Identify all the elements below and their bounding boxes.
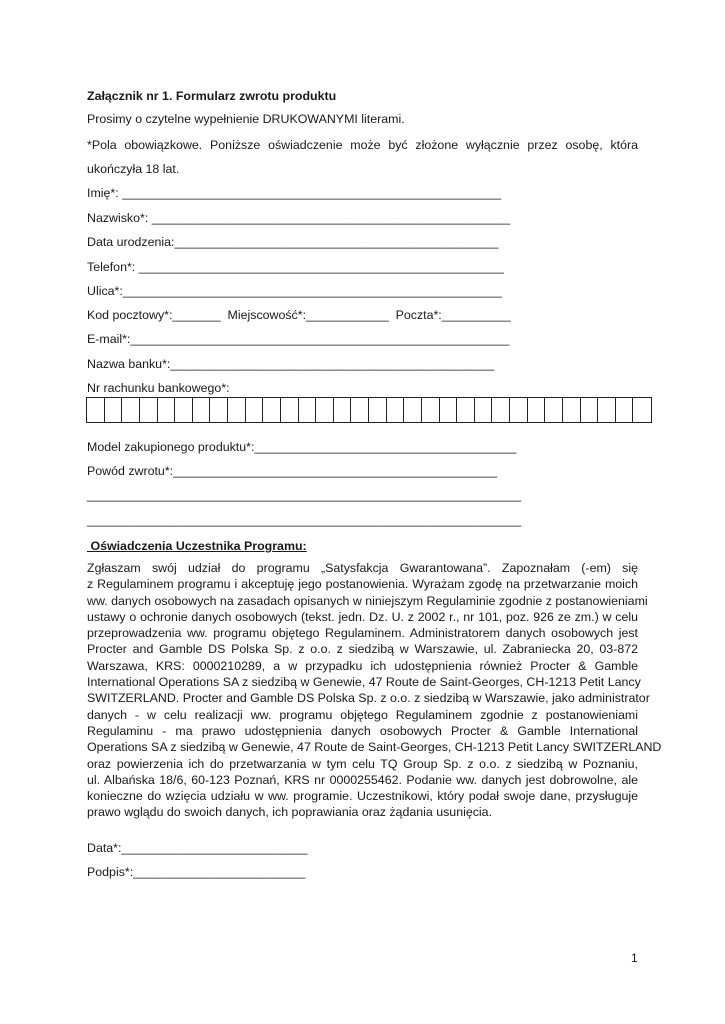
account-digit-cell[interactable] bbox=[369, 398, 387, 422]
account-digit-cell[interactable] bbox=[316, 398, 334, 422]
account-digit-cell[interactable] bbox=[351, 398, 369, 422]
birth-date-field[interactable]: Data urodzenia:_______________________________________________ bbox=[87, 235, 499, 249]
instruction-text: Prosimy o czytelne wypełnienie DRUKOWANYMI literami. bbox=[87, 112, 405, 126]
declaration-line: Procter and Gamble DS Polska Sp. z o.o. z siedzibą w Warszawie, ul. Zabraniecka 20, 03-872 bbox=[87, 642, 638, 657]
signature-field[interactable]: Podpis*:_________________________ bbox=[87, 865, 306, 879]
account-digit-cell[interactable] bbox=[228, 398, 246, 422]
declaration-line: przeprowadzenia ww. programu objętego Regulaminem. Administratorem danych osobowych jest bbox=[87, 626, 638, 641]
account-digit-cell[interactable] bbox=[281, 398, 299, 422]
declaration-paragraph bbox=[87, 560, 662, 821]
last-name-field[interactable]: Nazwisko*: ____________________________________________________ bbox=[87, 211, 511, 225]
account-digit-cell[interactable] bbox=[545, 398, 563, 422]
account-digit-cell[interactable] bbox=[299, 398, 317, 422]
declaration-line: oraz powierzenia ich do przetwarzania w tym celu TQ Group Sp. z o.o. z siedzibą w Poznaniu, bbox=[87, 756, 638, 771]
account-digit-cell[interactable] bbox=[334, 398, 352, 422]
declaration-line: SWITZERLAND. Procter and Gamble DS Polska Sp. z o.o. z siedzibą w Warszawie, jako administrator bbox=[87, 691, 650, 706]
account-digit-cell[interactable] bbox=[158, 398, 176, 422]
account-digit-cell[interactable] bbox=[105, 398, 123, 422]
declaration-line: z Regulaminem programu i akceptuję jego postanowienia. Wyrażam zgodę na przetwarzanie moich bbox=[87, 577, 638, 592]
declaration-line: Zgłaszam swój udział do programu „Satysfakcja Gwarantowana”. Zapoznałam (-em) się bbox=[87, 561, 638, 575]
declaration-line: konieczne do wzięcia udziału w ww. programie. Uczestnikowi, który podał swoje dane, przysługuje bbox=[87, 789, 638, 804]
first-name-field[interactable]: Imię*: _______________________________________________________ bbox=[87, 186, 502, 200]
reason-extra-line-2[interactable]: _______________________________________________________________ bbox=[87, 513, 522, 527]
account-digit-cell[interactable] bbox=[440, 398, 458, 422]
account-digit-cell[interactable] bbox=[263, 398, 281, 422]
account-digit-cell[interactable] bbox=[387, 398, 405, 422]
account-digit-cell[interactable] bbox=[246, 398, 264, 422]
date-field[interactable]: Data*:___________________________ bbox=[87, 841, 308, 855]
account-digit-cell[interactable] bbox=[457, 398, 475, 422]
declaration-line: Operations SA z siedzibą w Genewie, 47 Route de Saint-Georges, CH-1213 Petit Lancy SWITZERLAND bbox=[87, 740, 662, 755]
account-digit-cell[interactable] bbox=[193, 398, 211, 422]
street-field[interactable]: Ulica*:_______________________________________________________ bbox=[87, 284, 502, 298]
account-digit-cell[interactable] bbox=[510, 398, 528, 422]
account-digit-cell[interactable] bbox=[140, 398, 158, 422]
account-number-label: Nr rachunku bankowego*: bbox=[87, 381, 230, 395]
account-digit-cell[interactable] bbox=[210, 398, 228, 422]
reason-extra-line-1[interactable]: _______________________________________________________________ bbox=[87, 488, 522, 502]
required-note-line-2: ukończyła 18 lat. bbox=[87, 162, 180, 176]
return-reason-field[interactable]: Powód zwrotu*:_______________________________________________ bbox=[87, 464, 497, 478]
declaration-line: Regulaminu - ma prawo udostępnienia danych osobowych Procter & Gamble International bbox=[87, 723, 638, 738]
declaration-line: danych - w celu realizacji ww. programu objętego Regulaminem zgodnie z postanowieniami bbox=[87, 707, 638, 722]
postal-city-line[interactable]: Kod pocztowy*:_______ Miejscowość*:____________ Poczta*:__________ bbox=[87, 308, 511, 322]
account-digit-cell[interactable] bbox=[175, 398, 193, 422]
product-model-field[interactable]: Model zakupionego produktu*:______________________________________ bbox=[87, 440, 517, 454]
email-field[interactable]: E-mail*:_______________________________________________________ bbox=[87, 332, 510, 346]
account-digit-cell[interactable] bbox=[581, 398, 599, 422]
required-note-line-1: *Pola obowiązkowe. Poniższe oświadczenie może być złożone wyłącznie przez osobę, która bbox=[87, 138, 638, 152]
account-digit-cell[interactable] bbox=[633, 398, 651, 422]
phone-field[interactable]: Telefon*: _____________________________________________________ bbox=[87, 260, 504, 274]
account-digit-cell[interactable] bbox=[492, 398, 510, 422]
account-digit-cell[interactable] bbox=[122, 398, 140, 422]
account-digit-cell[interactable] bbox=[422, 398, 440, 422]
bank-name-field[interactable]: Nazwa banku*:_______________________________________________ bbox=[87, 357, 495, 371]
account-number-grid[interactable] bbox=[86, 397, 652, 423]
account-digit-cell[interactable] bbox=[598, 398, 616, 422]
account-digit-cell[interactable] bbox=[616, 398, 634, 422]
declaration-line: prawo wglądu do swoich danych, ich poprawiania oraz żądania usunięcia. bbox=[87, 805, 493, 820]
declaration-line: International Operations SA z siedzibą w Genewie, 47 Route de Saint-Georges, CH-1213 Petit Lancy bbox=[87, 675, 641, 690]
declaration-line: ustawy o ochronie danych osobowych (tekst. jedn. Dz. U. z 2002 r., nr 101, poz. 926 ze zm.) w celu bbox=[87, 609, 638, 624]
declaration-line: Warszawa, KRS: 0000210289, a w przypadku ich udostępnienia również Procter & Gamble bbox=[87, 658, 638, 673]
declaration-line: ww. danych osobowych na zasadach opisanych w niniejszym Regulaminie zgodnie z postanowieniami bbox=[87, 593, 648, 608]
declaration-title: Oświadczenia Uczestnika Programu: bbox=[87, 539, 307, 553]
account-digit-cell[interactable] bbox=[563, 398, 581, 422]
account-digit-cell[interactable] bbox=[528, 398, 546, 422]
account-digit-cell[interactable] bbox=[87, 398, 105, 422]
declaration-line: ul. Albańska 18/6, 60-123 Poznań, KRS nr 0000255462. Podanie ww. danych jest dobrowolne, ale bbox=[87, 772, 638, 787]
account-digit-cell[interactable] bbox=[404, 398, 422, 422]
form-heading: Załącznik nr 1. Formularz zwrotu produktu bbox=[87, 89, 337, 103]
page-number: 1 bbox=[631, 951, 638, 965]
account-digit-cell[interactable] bbox=[475, 398, 493, 422]
